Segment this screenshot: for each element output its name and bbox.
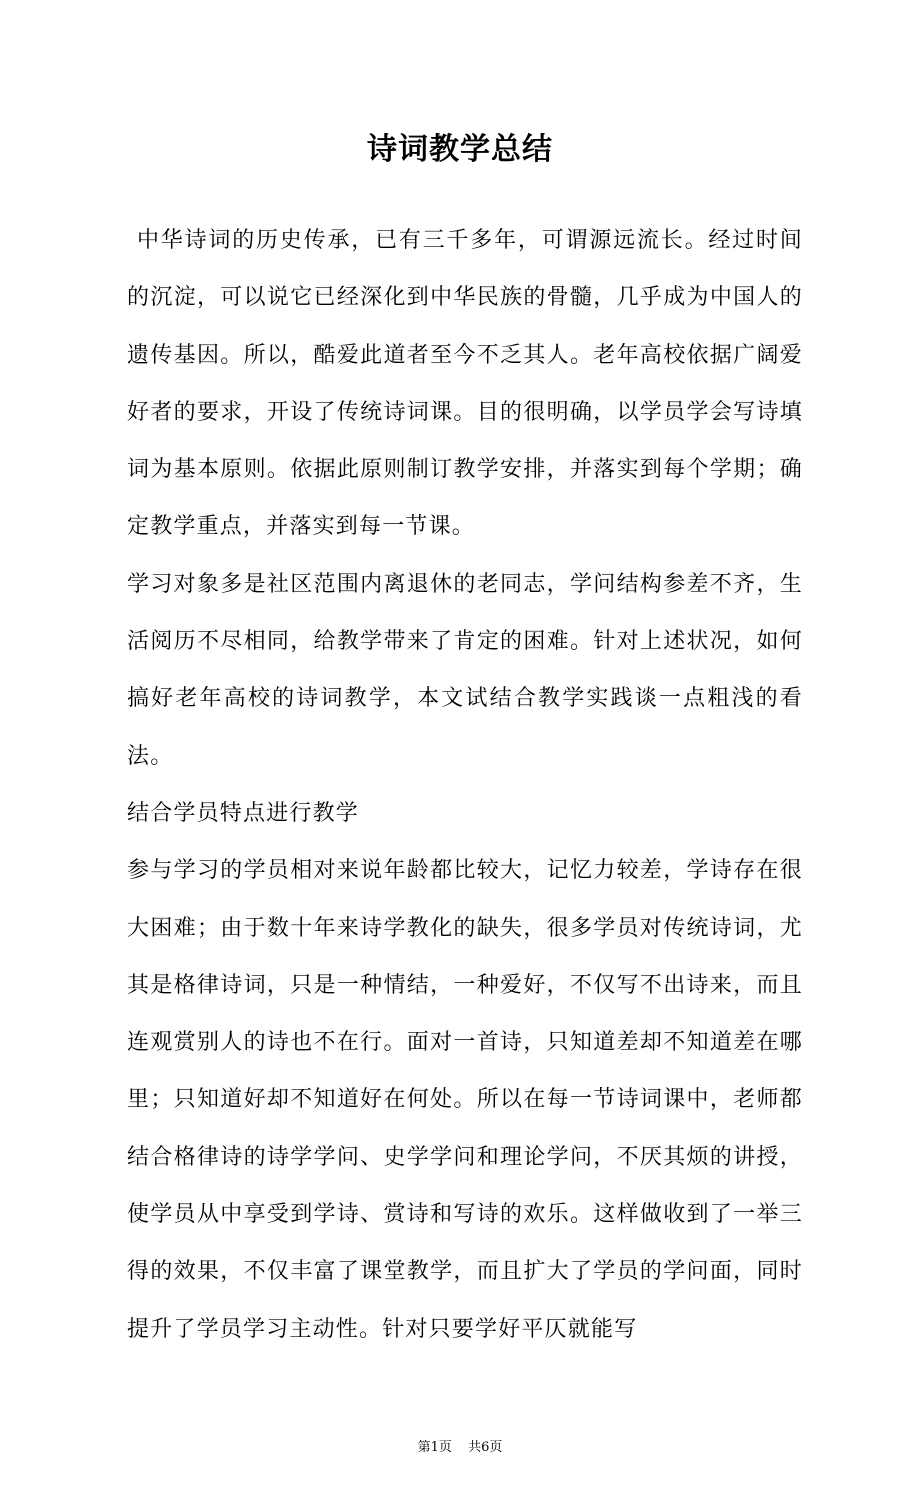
paragraph-intro: 中华诗词的历史传承，已有三千多年，可谓源远流长。经过时间的沉淀，可以说它已经深化到中华民族的骨髓，几乎成为中国人的遗传基因。所以，酷爱此道者至今不乏其人。老年高校依据广阔爱好者的要求，开设了传统诗词课。目的很明确，以学员学会写诗填词为基本原则。依据此原则制订教学安排，并落实到每个学期；确定教学重点，并落实到每一节课。: [127, 228, 803, 540]
section-heading: 结合学员特点进行教学: [127, 800, 360, 826]
document-title: 诗词教学总结: [367, 132, 553, 167]
page-number: 第1页: [417, 1440, 452, 1455]
page-footer: [0, 1438, 920, 1458]
page-total: 共6页: [468, 1440, 503, 1455]
paragraph-teaching: 参与学习的学员相对来说年龄都比较大，记忆力较差，学诗存在很大困难；由于数十年来诗学教化的缺失，很多学员对传统诗词，尤其是格律诗词，只是一种情结，一种爱好，不仅写不出诗来，而且连观赏别人的诗也不在行。面对一首诗，只知道差却不知道差在哪里；只知道好却不知道好在何处。所以在每一节诗词课中，老师都结合格律诗的诗学学问、史学学问和理论学问，不厌其烦的讲授，使学员从中享受到学诗、赏诗和写诗的欢乐。这样做收到了一举三得的效果，不仅丰富了课堂教学，而且扩大了学员的学问面，同时提升了学员学习主动性。针对只要学好平仄就能写: [127, 858, 803, 1342]
document-body: [127, 212, 803, 1358]
paragraph-learners: 学习对象多是社区范围内离退休的老同志，学问结构参差不齐，生活阅历不尽相同，给教学带来了肯定的困难。针对上述状况，如何搞好老年高校的诗词教学，本文试结合教学实践谈一点粗浅的看法。: [127, 571, 803, 769]
